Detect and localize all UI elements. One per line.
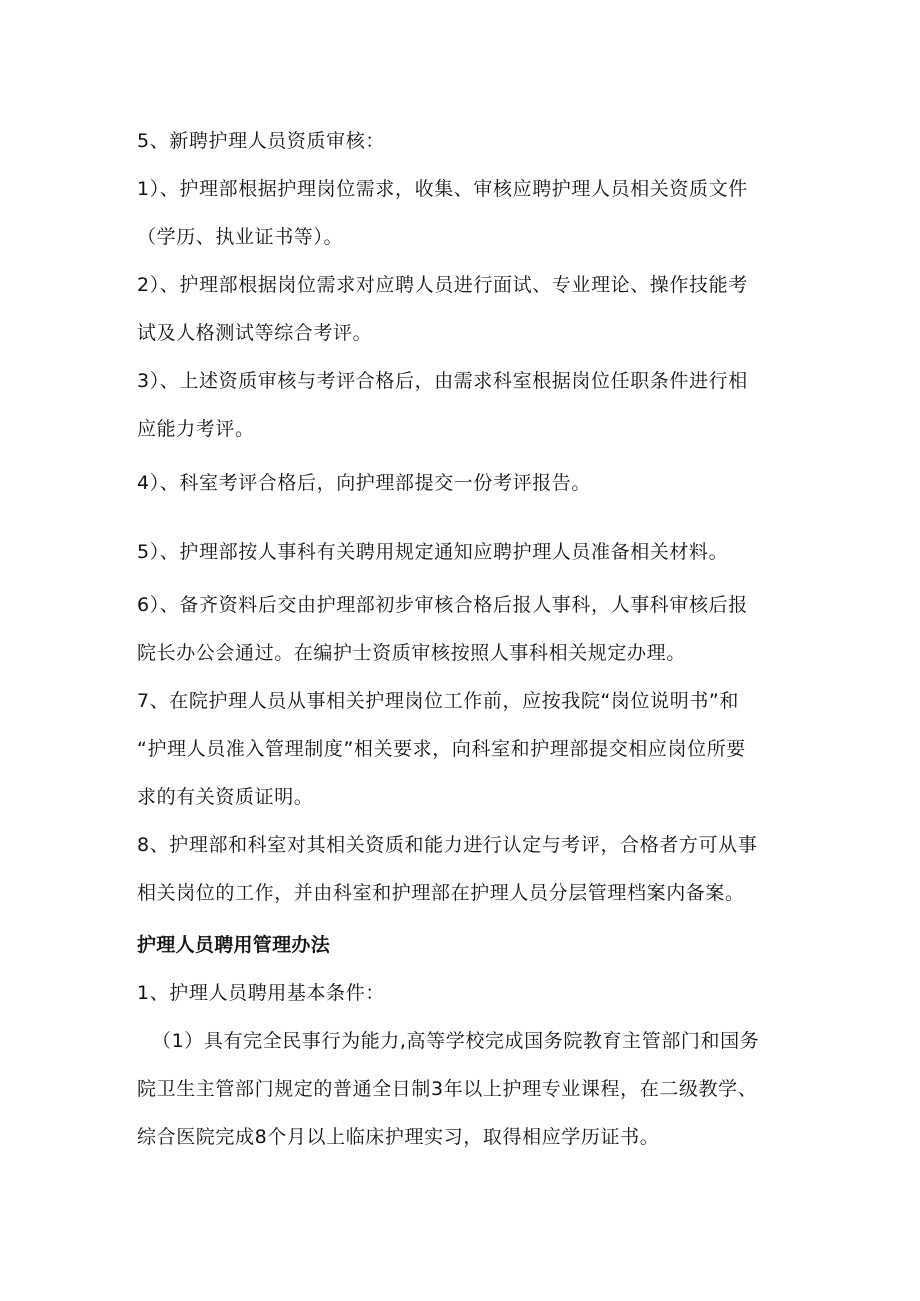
paragraph-line: 8、护理部和科室对其相关资质和能力进行认定与考评，合格者方可从事 [137,834,758,856]
paragraph-line: 6）、备齐资料后交由护理部初步审核合格后报人事科，人事科审核后报 [137,594,748,616]
paragraph-line: 4）、科室考评合格后，向护理部提交一份考评报告。 [137,472,591,494]
paragraph-line: 7、在院护理人员从事相关护理岗位工作前，应按我院“岗位说明书”和 [137,690,739,712]
paragraph-line: “护理人员准入管理制度”相关要求，向科室和护理部提交相应岗位所要 [137,738,746,760]
paragraph-line: 1、护理人员聘用基本条件： [137,982,385,1004]
paragraph-line: 3）、上述资质审核与考评合格后，由需求科室根据岗位任职条件进行相 [137,370,748,392]
paragraph-line: （1）具有完全民事行为能力,高等学校完成国务院教育主管部门和国务 [152,1030,760,1052]
paragraph-line: 应能力考评。 [137,418,255,440]
paragraph-line: 1）、护理部根据护理岗位需求，收集、审核应聘护理人员相关资质文件 [137,178,748,200]
paragraph-line: 综合医院完成8个月以上临床护理实习，取得相应学历证书。 [137,1126,660,1148]
paragraph-line: 2）、护理部根据岗位需求对应聘人员进行面试、专业理论、操作技能考 [137,274,748,296]
paragraph-line: 院卫生主管部门规定的普通全日制3年以上护理专业课程，在二级教学、 [137,1078,758,1100]
section-5-title: 5、新聘护理人员资质审核： [137,130,385,152]
paragraph-line: 院长办公会通过。在编护士资质审核按照人事科相关规定办理。 [137,642,686,664]
section-heading: 护理人员聘用管理办法 [137,934,331,956]
paragraph-line: 试及人格测试等综合考评。 [137,322,373,344]
paragraph-line: （学历、执业证书等）。 [137,226,344,248]
paragraph-line: 相关岗位的工作，并由科室和护理部在护理人员分层管理档案内备案。 [137,882,745,904]
paragraph-line: 求的有关资质证明。 [137,786,314,808]
paragraph-line: 5）、护理部按人事科有关聘用规定通知应聘护理人员准备相关材料。 [137,541,729,563]
